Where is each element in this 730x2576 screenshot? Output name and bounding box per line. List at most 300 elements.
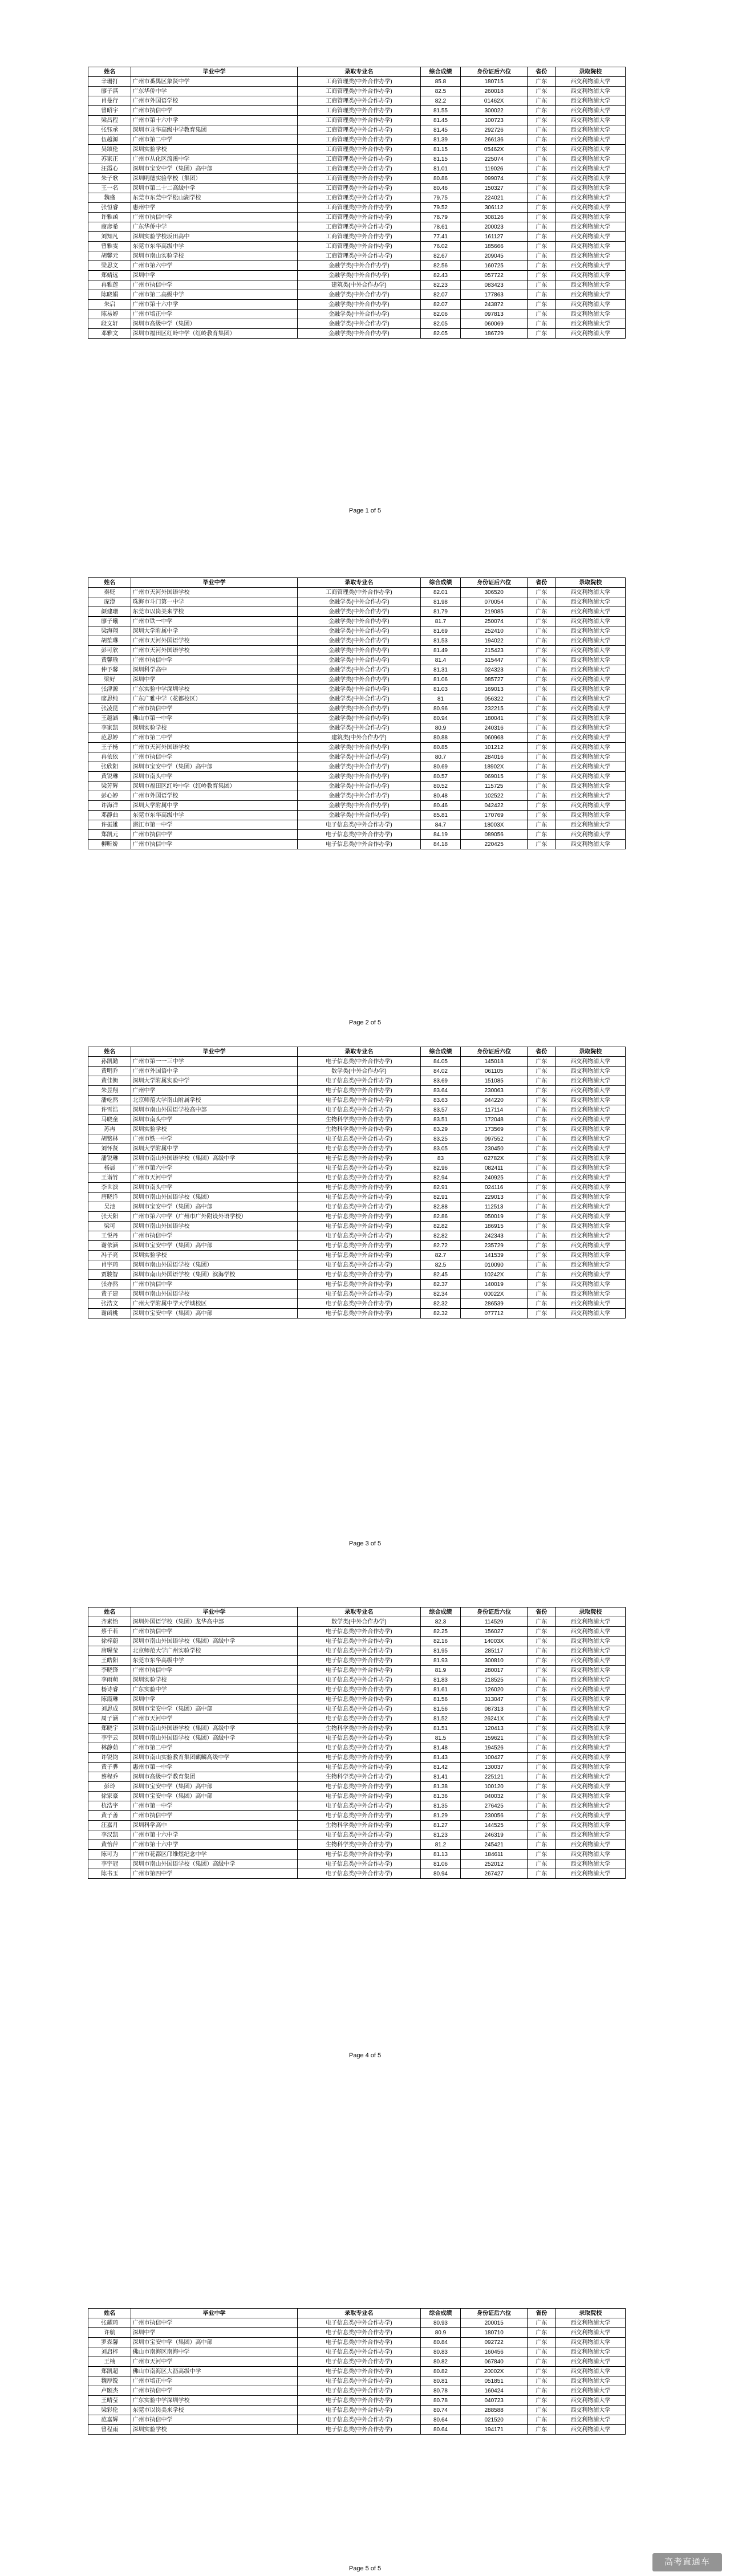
college-cell: 西交利物浦大学 xyxy=(555,588,625,597)
major-cell: 电子信息类(中外合作办学) xyxy=(297,1675,420,1685)
id-suffix-cell: 070054 xyxy=(461,597,528,607)
id-suffix-cell: 056322 xyxy=(461,694,528,704)
high-school-cell: 广州市执信中学 xyxy=(131,840,297,849)
column-header: 身份证后六位 xyxy=(461,1047,528,1057)
student-name-cell: 仲予馨 xyxy=(88,665,131,675)
table-row xyxy=(88,626,626,636)
province-cell: 广东 xyxy=(528,280,555,290)
score-cell: 82.06 xyxy=(420,310,460,319)
student-name-cell: 李世滨 xyxy=(88,1183,131,1193)
table-row xyxy=(88,164,626,174)
major-cell: 电子信息类(中外合作办学) xyxy=(297,1646,420,1656)
id-suffix-cell: 042422 xyxy=(461,801,528,811)
score-cell: 85.81 xyxy=(420,811,460,820)
id-suffix-cell: 180041 xyxy=(461,714,528,723)
score-cell: 80.9 xyxy=(420,723,460,733)
score-cell: 81.79 xyxy=(420,607,460,617)
student-name-cell: 郑晓宇 xyxy=(88,1724,131,1733)
college-cell: 西交利物浦大学 xyxy=(555,1656,625,1666)
province-cell: 广东 xyxy=(528,1753,555,1763)
id-suffix-cell: 00022X xyxy=(461,1289,528,1299)
high-school-cell: 广州市第六中学 xyxy=(131,261,297,271)
page-number-footer: Page 1 of 5 xyxy=(348,507,382,514)
table-row xyxy=(88,329,626,339)
score-cell: 80.64 xyxy=(420,2415,460,2425)
college-cell: 西交利物浦大学 xyxy=(555,2425,625,2435)
column-header: 省份 xyxy=(528,578,555,588)
student-name-cell: 刘启梓 xyxy=(88,2347,131,2357)
high-school-cell: 深圳实验学校 xyxy=(131,1251,297,1260)
college-cell: 西交利物浦大学 xyxy=(555,782,625,791)
score-cell: 82.86 xyxy=(420,1212,460,1222)
id-suffix-cell: 230450 xyxy=(461,1144,528,1154)
college-cell: 西交利物浦大学 xyxy=(555,300,625,310)
id-suffix-cell: 194022 xyxy=(461,636,528,646)
college-cell: 西交利物浦大学 xyxy=(555,280,625,290)
college-cell: 西交利物浦大学 xyxy=(555,2338,625,2347)
province-cell: 广东 xyxy=(528,1637,555,1646)
column-header: 综合成绩 xyxy=(420,67,460,77)
province-cell: 广东 xyxy=(528,1289,555,1299)
score-cell: 80.7 xyxy=(420,752,460,762)
student-name-cell: 杭浩宇 xyxy=(88,1801,131,1811)
id-suffix-cell: 267427 xyxy=(461,1869,528,1879)
table-row xyxy=(88,1260,626,1270)
major-cell: 金融学类(中外合作办学) xyxy=(297,646,420,656)
college-cell: 西交利物浦大学 xyxy=(555,290,625,300)
score-cell: 81.03 xyxy=(420,685,460,694)
high-school-cell: 广州大学附属中学大学城校区 xyxy=(131,1299,297,1309)
college-cell: 西交利物浦大学 xyxy=(555,1869,625,1879)
student-name-cell: 黄子善 xyxy=(88,1811,131,1821)
college-cell: 西交利物浦大学 xyxy=(555,743,625,752)
id-suffix-cell: 05462X xyxy=(461,145,528,154)
province-cell: 广东 xyxy=(528,164,555,174)
id-suffix-cell: 150327 xyxy=(461,184,528,193)
province-cell: 广东 xyxy=(528,2415,555,2425)
college-cell: 西交利物浦大学 xyxy=(555,1859,625,1869)
major-cell: 生物科学类(中外合作办学) xyxy=(297,1115,420,1125)
score-cell: 80.96 xyxy=(420,704,460,714)
id-suffix-cell: 050019 xyxy=(461,1212,528,1222)
college-cell: 西交利物浦大学 xyxy=(555,1173,625,1183)
college-cell: 西交利物浦大学 xyxy=(555,714,625,723)
table-row xyxy=(88,1830,626,1840)
table-row xyxy=(88,791,626,801)
high-school-cell: 广州市番禺区象贤中学 xyxy=(131,77,297,87)
high-school-cell: 广州市从化区流溪中学 xyxy=(131,154,297,164)
id-suffix-cell: 177863 xyxy=(461,290,528,300)
province-cell: 广东 xyxy=(528,1115,555,1125)
high-school-cell: 广州市第二中学 xyxy=(131,135,297,145)
major-cell: 电子信息类(中外合作办学) xyxy=(297,1212,420,1222)
id-suffix-cell: 160456 xyxy=(461,2347,528,2357)
student-name-cell: 齐素怡 xyxy=(88,1617,131,1627)
student-name-cell: 王晴莹 xyxy=(88,2396,131,2406)
student-name-cell: 李宇云 xyxy=(88,1733,131,1743)
high-school-cell: 深圳市南山外国语学校（集团）高级中学 xyxy=(131,1724,297,1733)
column-header: 姓名 xyxy=(88,578,131,588)
table-header-row xyxy=(88,2309,626,2318)
province-cell: 广东 xyxy=(528,1859,555,1869)
id-suffix-cell: 230056 xyxy=(461,1811,528,1821)
college-cell: 西交利物浦大学 xyxy=(555,1704,625,1714)
id-suffix-cell: 100427 xyxy=(461,1753,528,1763)
high-school-cell: 惠州市第一中学 xyxy=(131,1763,297,1772)
student-name-cell: 邓雅文 xyxy=(88,329,131,339)
high-school-cell: 广州市第十六中学 xyxy=(131,116,297,125)
table-row xyxy=(88,1251,626,1260)
province-cell: 广东 xyxy=(528,1144,555,1154)
admission-table xyxy=(88,1047,626,1318)
id-suffix-cell: 20002X xyxy=(461,2367,528,2376)
major-cell: 金融学类(中外合作办学) xyxy=(297,617,420,626)
province-cell: 广东 xyxy=(528,1193,555,1202)
student-name-cell: 张欣阳 xyxy=(88,762,131,772)
table-row xyxy=(88,2328,626,2338)
score-cell: 80.69 xyxy=(420,762,460,772)
id-suffix-cell: 119026 xyxy=(461,164,528,174)
province-cell: 广东 xyxy=(528,1231,555,1241)
score-cell: 81.51 xyxy=(420,1724,460,1733)
student-name-cell: 张天阳 xyxy=(88,1212,131,1222)
column-header: 身份证后六位 xyxy=(461,67,528,77)
score-cell: 84.7 xyxy=(420,820,460,830)
table-row xyxy=(88,145,626,154)
major-cell: 电子信息类(中外合作办学) xyxy=(297,1193,420,1202)
college-cell: 西交利物浦大学 xyxy=(555,646,625,656)
major-cell: 生物科学类(中外合作办学) xyxy=(297,1724,420,1733)
college-cell: 西交利物浦大学 xyxy=(555,319,625,329)
province-cell: 广东 xyxy=(528,1869,555,1879)
page-number-footer: Page 3 of 5 xyxy=(348,1540,382,1547)
student-name-cell: 秦贬 xyxy=(88,588,131,597)
table-row xyxy=(88,2367,626,2376)
college-cell: 西交利物浦大学 xyxy=(555,1231,625,1241)
college-cell: 西交利物浦大学 xyxy=(555,1675,625,1685)
college-cell: 西交利物浦大学 xyxy=(555,1714,625,1724)
major-cell: 电子信息类(中外合作办学) xyxy=(297,1202,420,1212)
college-cell: 西交利物浦大学 xyxy=(555,1772,625,1782)
id-suffix-cell: 10242X xyxy=(461,1270,528,1280)
major-cell: 生物科学类(中外合作办学) xyxy=(297,1840,420,1850)
high-school-cell: 深圳市南头中学 xyxy=(131,1115,297,1125)
college-cell: 西交利物浦大学 xyxy=(555,801,625,811)
id-suffix-cell: 040723 xyxy=(461,2396,528,2406)
student-name-cell: 李汉凯 xyxy=(88,1830,131,1840)
score-cell: 81.55 xyxy=(420,106,460,116)
high-school-cell: 深圳市南山外国语学校（集团）高级中学 xyxy=(131,1637,297,1646)
table-row xyxy=(88,319,626,329)
college-cell: 西交利物浦大学 xyxy=(555,1222,625,1231)
college-cell: 西交利物浦大学 xyxy=(555,1850,625,1859)
college-cell: 西交利物浦大学 xyxy=(555,1685,625,1695)
major-cell: 工商管理类(中外合作办学) xyxy=(297,154,420,164)
college-cell: 西交利物浦大学 xyxy=(555,1753,625,1763)
column-header: 省份 xyxy=(528,1047,555,1057)
province-cell: 广东 xyxy=(528,811,555,820)
score-cell: 82.82 xyxy=(420,1222,460,1231)
table-row xyxy=(88,772,626,782)
table-row xyxy=(88,1733,626,1743)
id-suffix-cell: 069015 xyxy=(461,772,528,782)
table-header-row xyxy=(88,578,626,588)
college-cell: 西交利物浦大学 xyxy=(555,1289,625,1299)
province-cell: 广东 xyxy=(528,1134,555,1144)
student-name-cell: 徐家豪 xyxy=(88,1792,131,1801)
college-cell: 西交利物浦大学 xyxy=(555,1280,625,1289)
score-cell: 81.49 xyxy=(420,646,460,656)
major-cell: 电子信息类(中外合作办学) xyxy=(297,2406,420,2415)
major-cell: 工商管理类(中外合作办学) xyxy=(297,135,420,145)
province-cell: 广东 xyxy=(528,1212,555,1222)
id-suffix-cell: 160424 xyxy=(461,2386,528,2396)
major-cell: 金融学类(中外合作办学) xyxy=(297,675,420,685)
table-row xyxy=(88,1183,626,1193)
id-suffix-cell: 02782X xyxy=(461,1154,528,1163)
high-school-cell: 广东广雅中学（花都校区） xyxy=(131,694,297,704)
student-name-cell: 彭玲 xyxy=(88,1782,131,1792)
province-cell: 广东 xyxy=(528,733,555,743)
score-cell: 82.2 xyxy=(420,96,460,106)
province-cell: 广东 xyxy=(528,1821,555,1830)
id-suffix-cell: 194171 xyxy=(461,2425,528,2435)
student-name-cell: 胡铭林 xyxy=(88,1134,131,1144)
student-name-cell: 罗森馨 xyxy=(88,2338,131,2347)
major-cell: 电子信息类(中外合作办学) xyxy=(297,1299,420,1309)
college-cell: 西交利物浦大学 xyxy=(555,242,625,251)
major-cell: 工商管理类(中外合作办学) xyxy=(297,106,420,116)
province-cell: 广东 xyxy=(528,145,555,154)
student-name-cell: 庞澄 xyxy=(88,597,131,607)
high-school-cell: 深圳市宝安中学（集团）高中部 xyxy=(131,164,297,174)
student-name-cell: 梁彩伦 xyxy=(88,2406,131,2415)
table-row xyxy=(88,2357,626,2367)
college-cell: 西交利物浦大学 xyxy=(555,2396,625,2406)
score-cell: 81.7 xyxy=(420,617,460,626)
major-cell: 电子信息类(中外合作办学) xyxy=(297,2386,420,2396)
high-school-cell: 深圳大学附属中学 xyxy=(131,626,297,636)
province-cell: 广东 xyxy=(528,2367,555,2376)
id-suffix-cell: 243872 xyxy=(461,300,528,310)
student-name-cell: 刘思成 xyxy=(88,1704,131,1714)
score-cell: 81.56 xyxy=(420,1695,460,1704)
table-row xyxy=(88,1241,626,1251)
score-cell: 81.9 xyxy=(420,1666,460,1675)
score-cell: 81.43 xyxy=(420,1753,460,1763)
admission-table xyxy=(88,67,626,339)
id-suffix-cell: 200015 xyxy=(461,2318,528,2328)
province-cell: 广东 xyxy=(528,1782,555,1792)
table-row xyxy=(88,116,626,125)
province-cell: 广东 xyxy=(528,840,555,849)
major-cell: 工商管理类(中外合作办学) xyxy=(297,242,420,251)
score-cell: 81.93 xyxy=(420,1656,460,1666)
major-cell: 电子信息类(中外合作办学) xyxy=(297,1105,420,1115)
major-cell: 电子信息类(中外合作办学) xyxy=(297,1076,420,1086)
province-cell: 广东 xyxy=(528,1724,555,1733)
student-name-cell: 冉依依 xyxy=(88,752,131,762)
table-row xyxy=(88,251,626,261)
student-name-cell: 孙凯勤 xyxy=(88,1057,131,1067)
student-name-cell: 陈书玉 xyxy=(88,1869,131,1879)
major-cell: 工商管理类(中外合作办学) xyxy=(297,96,420,106)
score-cell: 81.42 xyxy=(420,1763,460,1772)
major-cell: 电子信息类(中外合作办学) xyxy=(297,830,420,840)
student-name-cell: 冉雅莲 xyxy=(88,280,131,290)
college-cell: 西交利物浦大学 xyxy=(555,656,625,665)
province-cell: 广东 xyxy=(528,222,555,232)
id-suffix-cell: 306112 xyxy=(461,203,528,213)
province-cell: 广东 xyxy=(528,1811,555,1821)
high-school-cell: 广州市执信中学 xyxy=(131,2415,297,2425)
province-cell: 广东 xyxy=(528,1067,555,1076)
id-suffix-cell: 120413 xyxy=(461,1724,528,1733)
province-cell: 广东 xyxy=(528,1763,555,1772)
high-school-cell: 深圳实验学校 xyxy=(131,1125,297,1134)
student-name-cell: 梁昌程 xyxy=(88,116,131,125)
major-cell: 金融学类(中外合作办学) xyxy=(297,743,420,752)
score-cell: 81.2 xyxy=(420,1840,460,1850)
table-row xyxy=(88,1753,626,1763)
major-cell: 金融学类(中外合作办学) xyxy=(297,723,420,733)
major-cell: 金融学类(中外合作办学) xyxy=(297,782,420,791)
major-cell: 电子信息类(中外合作办学) xyxy=(297,2328,420,2338)
major-cell: 金融学类(中外合作办学) xyxy=(297,811,420,820)
college-cell: 西交利物浦大学 xyxy=(555,733,625,743)
major-cell: 金融学类(中外合作办学) xyxy=(297,319,420,329)
province-cell: 广东 xyxy=(528,232,555,242)
college-cell: 西交利物浦大学 xyxy=(555,1724,625,1733)
table-row xyxy=(88,752,626,762)
column-header: 毕业中学 xyxy=(131,2309,297,2318)
column-header: 录取院校 xyxy=(555,2309,625,2318)
table-row xyxy=(88,656,626,665)
high-school-cell: 广州市执信中学 xyxy=(131,1627,297,1637)
student-name-cell: 郑凯元 xyxy=(88,830,131,840)
student-name-cell: 苏冉 xyxy=(88,1125,131,1134)
high-school-cell: 深圳中学 xyxy=(131,1695,297,1704)
high-school-cell: 东莞市东华高级中学 xyxy=(131,811,297,820)
major-cell: 金融学类(中外合作办学) xyxy=(297,636,420,646)
college-cell: 西交利物浦大学 xyxy=(555,96,625,106)
high-school-cell: 广州市培正中学 xyxy=(131,2376,297,2386)
high-school-cell: 深圳市宝安中学（集团）高中部 xyxy=(131,1704,297,1714)
college-cell: 西交利物浦大学 xyxy=(555,626,625,636)
high-school-cell: 深圳市南山外国语学校（集团）高级中学 xyxy=(131,1859,297,1869)
table-row xyxy=(88,2386,626,2396)
province-cell: 广东 xyxy=(528,704,555,714)
high-school-cell: 广东实验中学深圳学校 xyxy=(131,685,297,694)
high-school-cell: 广州市天河外国语学校 xyxy=(131,646,297,656)
id-suffix-cell: 245421 xyxy=(461,1840,528,1850)
province-cell: 广东 xyxy=(528,1743,555,1753)
student-name-cell: 林静茹 xyxy=(88,1743,131,1753)
student-name-cell: 魏厚锐 xyxy=(88,2376,131,2386)
student-name-cell: 郑婧远 xyxy=(88,271,131,280)
major-cell: 电子信息类(中外合作办学) xyxy=(297,1869,420,1879)
student-name-cell: 汪嘉月 xyxy=(88,1821,131,1830)
table-row xyxy=(88,840,626,849)
province-cell: 广东 xyxy=(528,203,555,213)
major-cell: 电子信息类(中外合作办学) xyxy=(297,1850,420,1859)
score-cell: 82.96 xyxy=(420,1163,460,1173)
college-cell: 西交利物浦大学 xyxy=(555,752,625,762)
college-cell: 西交利物浦大学 xyxy=(555,1792,625,1801)
id-suffix-cell: 067840 xyxy=(461,2357,528,2367)
province-cell: 广东 xyxy=(528,1173,555,1183)
score-cell: 83.63 xyxy=(420,1096,460,1105)
student-name-cell: 黄明乔 xyxy=(88,1067,131,1076)
page-number-footer: Page 4 of 5 xyxy=(348,2052,382,2059)
province-cell: 广东 xyxy=(528,2328,555,2338)
table-row xyxy=(88,261,626,271)
table-header-row xyxy=(88,1047,626,1057)
province-cell: 广东 xyxy=(528,1076,555,1086)
score-cell: 81.48 xyxy=(420,1743,460,1753)
score-cell: 81.98 xyxy=(420,597,460,607)
id-suffix-cell: 085727 xyxy=(461,675,528,685)
major-cell: 生物科学类(中外合作办学) xyxy=(297,1821,420,1830)
student-name-cell: 许雪浩 xyxy=(88,1105,131,1115)
table-row xyxy=(88,271,626,280)
id-suffix-cell: 100120 xyxy=(461,1782,528,1792)
id-suffix-cell: 252012 xyxy=(461,1859,528,1869)
province-cell: 广东 xyxy=(528,106,555,116)
student-name-cell: 谢依涵 xyxy=(88,1241,131,1251)
score-cell: 80.82 xyxy=(420,2357,460,2367)
college-cell: 西交利物浦大学 xyxy=(555,1125,625,1134)
high-school-cell: 深圳明德实验学校（集团） xyxy=(131,174,297,184)
id-suffix-cell: 235729 xyxy=(461,1241,528,1251)
score-cell: 80.78 xyxy=(420,2386,460,2396)
table-row xyxy=(88,106,626,116)
province-cell: 广东 xyxy=(528,2338,555,2347)
score-cell: 82.72 xyxy=(420,1241,460,1251)
id-suffix-cell: 044220 xyxy=(461,1096,528,1105)
major-cell: 建筑类(中外合作办学) xyxy=(297,280,420,290)
table-row xyxy=(88,2347,626,2357)
student-name-cell: 肖曼行 xyxy=(88,96,131,106)
column-header: 毕业中学 xyxy=(131,67,297,77)
score-cell: 80.74 xyxy=(420,2406,460,2415)
high-school-cell: 深圳实验学校 xyxy=(131,1675,297,1685)
college-cell: 西交利物浦大学 xyxy=(555,116,625,125)
major-cell: 工商管理类(中外合作办学) xyxy=(297,164,420,174)
score-cell: 82.3 xyxy=(420,1617,460,1627)
table-row xyxy=(88,1057,626,1067)
high-school-cell: 深圳市南山外国语学校（集团） xyxy=(131,1193,297,1202)
table-row xyxy=(88,1231,626,1241)
score-cell: 81.29 xyxy=(420,1811,460,1821)
student-name-cell: 刘怀贤 xyxy=(88,1144,131,1154)
high-school-cell: 广州市第一中学 xyxy=(131,1801,297,1811)
id-suffix-cell: 180715 xyxy=(461,77,528,87)
score-cell: 81.36 xyxy=(420,1792,460,1801)
score-cell: 80.86 xyxy=(420,174,460,184)
table-row xyxy=(88,1792,626,1801)
province-cell: 广东 xyxy=(528,116,555,125)
major-cell: 工商管理类(中外合作办学) xyxy=(297,203,420,213)
province-cell: 广东 xyxy=(528,1163,555,1173)
score-cell: 79.52 xyxy=(420,203,460,213)
province-cell: 广东 xyxy=(528,1057,555,1067)
table-row xyxy=(88,665,626,675)
high-school-cell: 广州市第十六中学 xyxy=(131,1830,297,1840)
province-cell: 广东 xyxy=(528,714,555,723)
high-school-cell: 深圳实验学校 xyxy=(131,145,297,154)
high-school-cell: 深圳中学 xyxy=(131,675,297,685)
